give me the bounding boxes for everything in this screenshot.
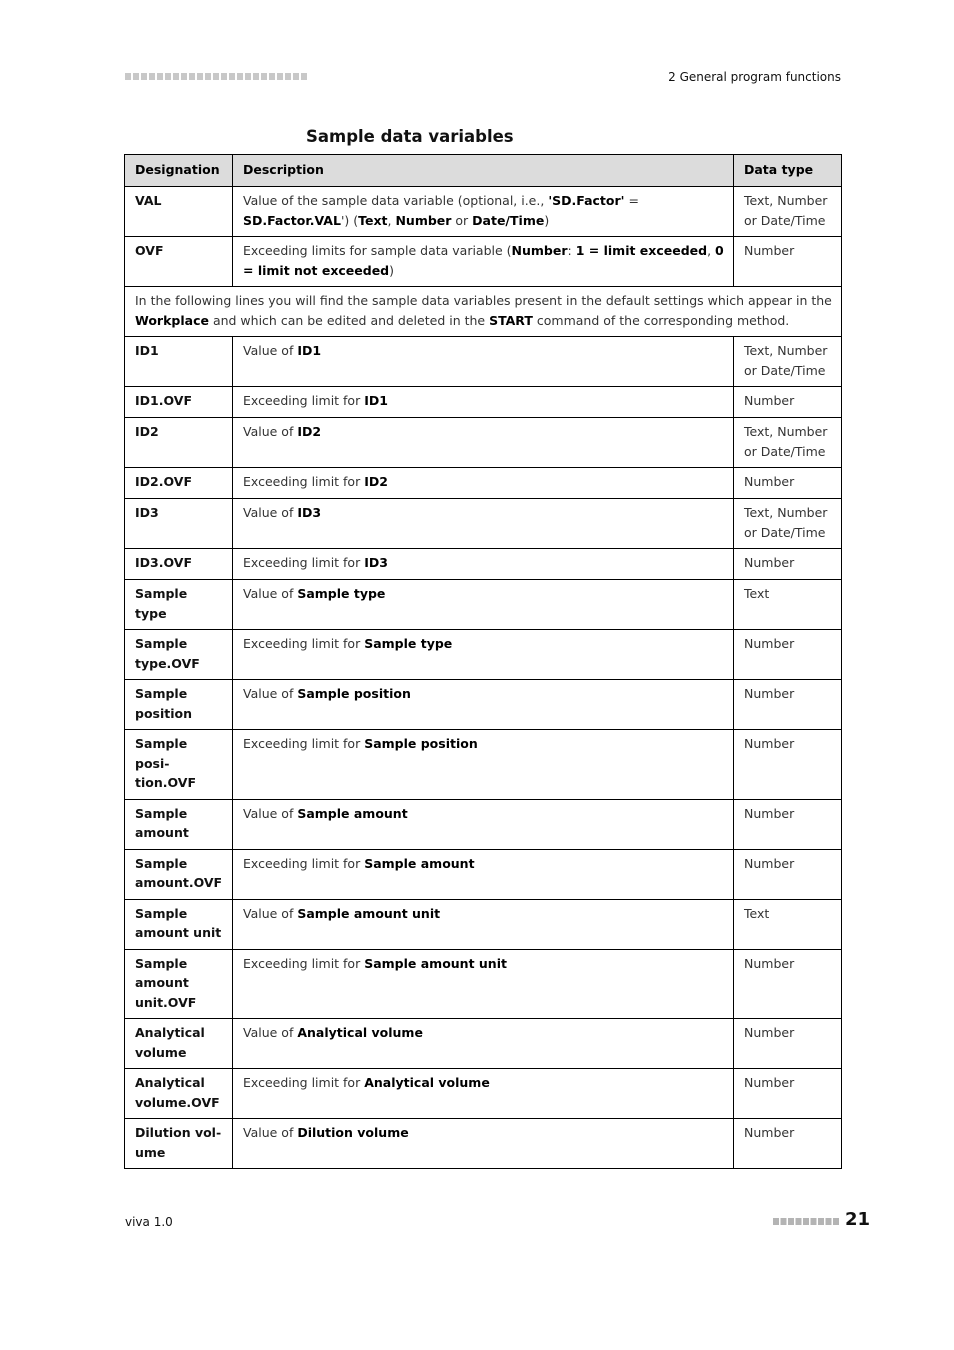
column-header-data-type: Data type — [734, 155, 842, 187]
description-segment: Text — [358, 212, 388, 228]
description-cell — [233, 549, 734, 580]
description-prefix: Value of — [243, 905, 298, 921]
designation-cell: ID3.OVF — [125, 549, 233, 580]
table-row — [125, 337, 842, 387]
data-type-cell: Number — [734, 630, 842, 680]
data-type-cell: Number — [734, 730, 842, 800]
note-segment: START — [489, 312, 533, 328]
description-prefix: Exceeding limit for — [243, 736, 365, 751]
designation-cell: Dilution volume — [125, 1119, 233, 1169]
description-prefix: Value of — [243, 586, 298, 601]
designation-cell: Sample amount unit.OVF — [125, 949, 233, 1019]
description-cell — [233, 1119, 734, 1169]
description-subject: Analytical volume — [297, 1025, 423, 1040]
page-number: 21 — [845, 1209, 871, 1230]
table-row — [125, 899, 842, 949]
table-row — [125, 1119, 842, 1169]
description-segment: 'SD.Factor' — [548, 193, 625, 208]
description-segment: Date/Time — [472, 212, 545, 228]
description-subject: ID3 — [297, 505, 322, 520]
data-type-cell: Text — [734, 899, 842, 949]
description-subject: ID2 — [364, 474, 388, 489]
description-prefix: Value of — [243, 1025, 298, 1040]
data-type-cell: Number — [734, 468, 842, 499]
designation-cell: Sample type.OVF — [125, 630, 233, 680]
table-row — [125, 949, 842, 1019]
description-segment: or — [451, 212, 473, 228]
note-segment: and which can be edited and deleted in the — [208, 312, 490, 328]
data-type-cell: Text — [734, 580, 842, 630]
description-prefix: Exceeding limit for — [243, 474, 365, 489]
data-type-cell: Number — [734, 1119, 842, 1169]
table-row — [125, 730, 842, 800]
data-type-cell: Number — [734, 849, 842, 899]
description-segment: Number — [395, 212, 452, 228]
description-subject: Sample position — [297, 686, 411, 701]
description-subject: Sample position — [364, 736, 478, 751]
description-cell — [233, 499, 734, 549]
description-segment: 0 = limit not exceeded — [243, 243, 724, 278]
designation-cell: VAL — [125, 187, 233, 237]
description-prefix: Value of — [243, 505, 298, 520]
description-subject: Sample amount unit — [364, 955, 507, 971]
designation-cell: Analytical volume.OVF — [125, 1069, 233, 1119]
table-row — [125, 630, 842, 680]
description-segment: 1 = limit exceeded — [575, 243, 708, 258]
description-prefix: Exceeding limit for — [243, 393, 365, 408]
table-row — [125, 799, 842, 849]
description-subject: ID1 — [297, 343, 322, 358]
designation-cell: Sample amount — [125, 799, 233, 849]
description-segment: Exceeding limits for sample data variable ( — [243, 243, 512, 258]
designation-cell: OVF — [125, 237, 233, 287]
description-cell — [233, 799, 734, 849]
designation-cell: Sample position.OVF — [125, 730, 233, 800]
description-cell — [233, 337, 734, 387]
designation-cell: Sample position — [125, 680, 233, 730]
data-type-cell: Text, Number or Date/Time — [734, 337, 842, 387]
description-cell — [233, 580, 734, 630]
description-prefix: Value of — [243, 1125, 298, 1140]
description-cell — [233, 899, 734, 949]
description-cell — [233, 1019, 734, 1069]
designation-cell: ID2 — [125, 418, 233, 468]
data-type-cell: Number — [734, 237, 842, 287]
description-cell — [233, 387, 734, 418]
description-subject: Analytical volume — [364, 1075, 490, 1090]
designation-cell: Sample type — [125, 580, 233, 630]
table-row — [125, 549, 842, 580]
description-cell — [233, 680, 734, 730]
sample-data-variables-table — [124, 154, 842, 1169]
table-title: Sample data variables — [306, 127, 514, 146]
description-prefix: Value of — [243, 805, 298, 821]
data-type-cell: Number — [734, 1019, 842, 1069]
designation-cell: ID1 — [125, 337, 233, 387]
data-type-cell: Number — [734, 1069, 842, 1119]
description-cell — [233, 949, 734, 1019]
designation-cell: Sample amount unit — [125, 899, 233, 949]
description-segment: Value of the sample data variable (optional, i.e., — [243, 193, 549, 208]
description-segment: , — [387, 212, 396, 228]
footer-product: viva 1.0 — [125, 1215, 173, 1229]
description-subject: Sample type — [297, 586, 386, 601]
table-header-row — [125, 155, 842, 187]
description-prefix: Exceeding limit for — [243, 1075, 365, 1090]
description-segment: , — [707, 243, 716, 258]
description-cell — [233, 418, 734, 468]
table-row — [125, 680, 842, 730]
description-cell — [233, 468, 734, 499]
table-row — [125, 387, 842, 418]
description-cell — [233, 237, 734, 287]
note-row — [125, 287, 842, 337]
note-segment: command of the corresponding method. — [532, 312, 790, 328]
table-row — [125, 580, 842, 630]
description-cell — [233, 730, 734, 800]
description-segment: SD.Factor.VAL — [243, 212, 341, 228]
table-row — [125, 468, 842, 499]
data-type-cell: Number — [734, 799, 842, 849]
description-prefix: Exceeding limit for — [243, 855, 365, 871]
description-prefix: Exceeding limit for — [243, 555, 365, 570]
description-segment: ') ( — [340, 212, 359, 228]
table-body-variables — [125, 337, 842, 1169]
description-prefix: Exceeding limit for — [243, 636, 365, 651]
description-subject: Sample type — [364, 636, 453, 651]
description-cell — [233, 630, 734, 680]
header-section-title: 2 General program functions — [668, 70, 841, 84]
description-subject: Sample amount — [297, 805, 408, 821]
description-subject: ID2 — [297, 424, 322, 439]
description-subject: ID1 — [364, 393, 388, 408]
description-segment: Number — [511, 243, 568, 258]
table-body-top — [125, 187, 842, 287]
description-prefix: Exceeding limit for — [243, 955, 365, 971]
description-prefix: Value of — [243, 343, 298, 358]
header-dots-decoration — [125, 73, 307, 80]
table-note-section — [125, 287, 842, 337]
column-header-description: Description — [233, 155, 734, 187]
note-segment: Workplace — [135, 312, 209, 328]
description-subject: Sample amount — [364, 855, 475, 871]
designation-cell: ID3 — [125, 499, 233, 549]
data-type-cell: Number — [734, 549, 842, 580]
description-cell — [233, 1069, 734, 1119]
note-segment: In the following lines you will find the sample data variables present in the default settings which appear in the — [135, 293, 832, 308]
table-row — [125, 849, 842, 899]
description-subject: ID3 — [364, 555, 388, 570]
description-segment: ) — [544, 212, 550, 228]
designation-cell: Sample amount.OVF — [125, 849, 233, 899]
description-prefix: Value of — [243, 686, 298, 701]
table-row — [125, 187, 842, 237]
data-type-cell: Number — [734, 680, 842, 730]
data-type-cell: Text, Number or Date/Time — [734, 418, 842, 468]
description-cell — [233, 849, 734, 899]
data-type-cell: Number — [734, 387, 842, 418]
table-row — [125, 418, 842, 468]
designation-cell: Analytical volume — [125, 1019, 233, 1069]
table-row — [125, 1069, 842, 1119]
description-segment: ) — [389, 262, 395, 278]
column-header-designation: Designation — [125, 155, 233, 187]
data-type-cell: Text, Number or Date/Time — [734, 187, 842, 237]
table-row — [125, 499, 842, 549]
description-subject: Dilution volume — [297, 1125, 409, 1140]
table-row — [125, 1019, 842, 1069]
footer-dots-decoration — [773, 1218, 839, 1225]
table-row — [125, 237, 842, 287]
note-text — [125, 287, 842, 337]
description-cell — [233, 187, 734, 237]
description-subject: Sample amount unit — [297, 905, 441, 921]
designation-cell: ID1.OVF — [125, 387, 233, 418]
description-prefix: Value of — [243, 424, 298, 439]
description-segment: = — [624, 193, 639, 208]
data-type-cell: Text, Number or Date/Time — [734, 499, 842, 549]
description-segment: : — [567, 243, 576, 258]
data-type-cell: Number — [734, 949, 842, 1019]
designation-cell: ID2.OVF — [125, 468, 233, 499]
